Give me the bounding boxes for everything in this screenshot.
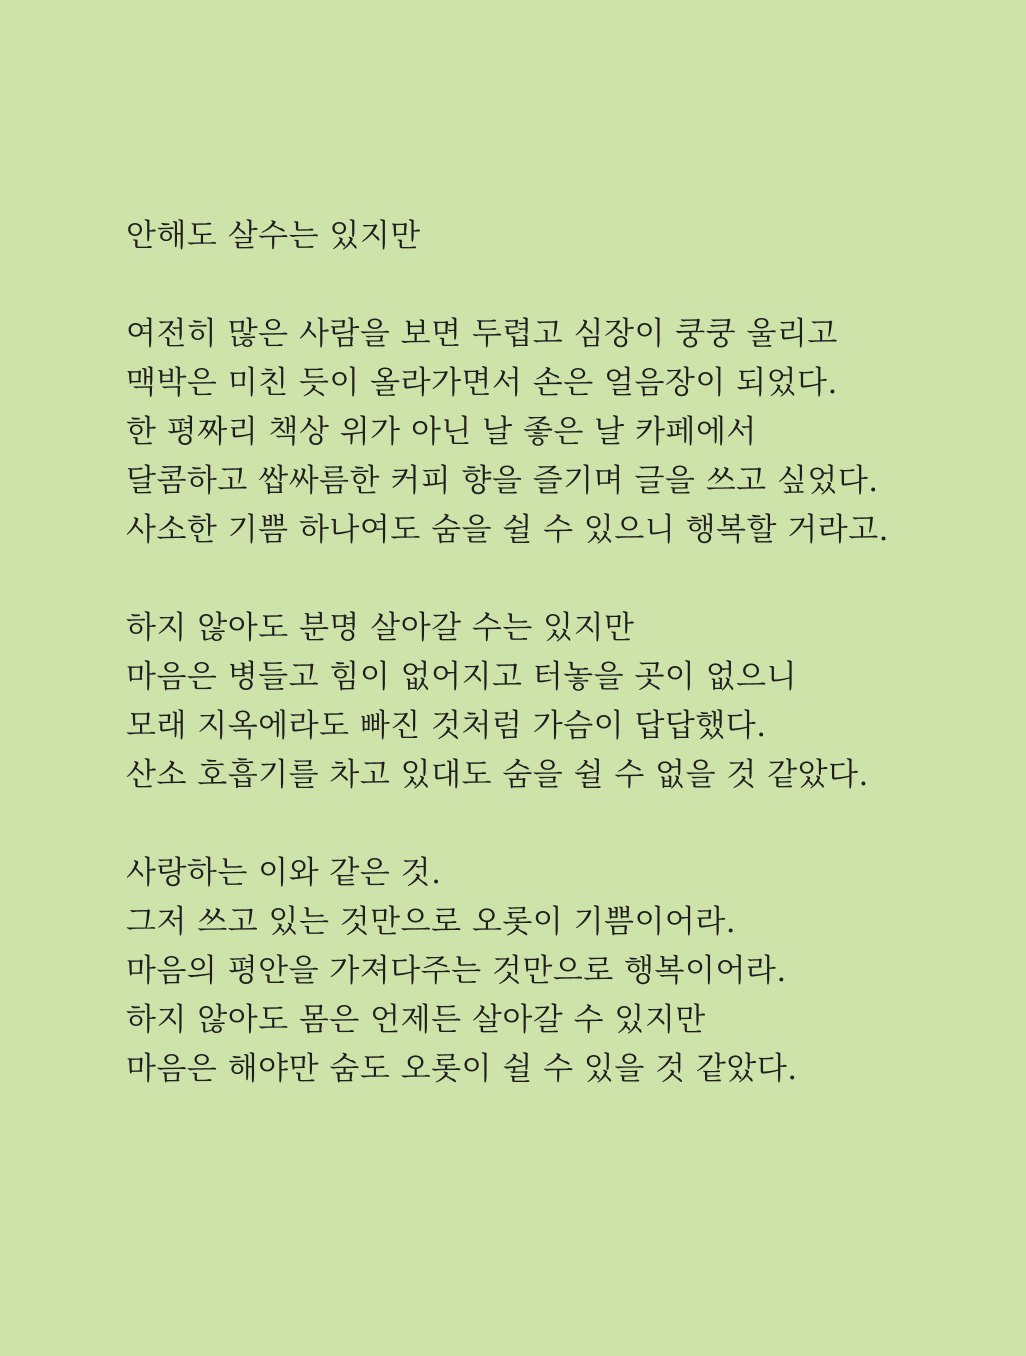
poem-line: 사랑하는 이와 같은 것.	[126, 855, 442, 891]
poem-line: 달콤하고 쌉싸름한 커피 향을 즐기며 글을 쓰고 싶었다.	[126, 463, 879, 499]
poem-body	[126, 212, 986, 1143]
poem-line: 마음은 병들고 힘이 없어지고 터놓을 곳이 없으니	[126, 659, 798, 695]
stanza-1	[126, 310, 986, 555]
stanza-3	[126, 849, 986, 1094]
poem-line: 그저 쓰고 있는 것만으로 오롯이 기쁨이어라.	[126, 904, 737, 940]
stanza-2	[126, 604, 986, 800]
poem-line: 하지 않아도 분명 살아갈 수는 있지만	[126, 610, 635, 646]
poem-line: 사소한 기쁨 하나여도 숨을 쉴 수 있으니 행복할 거라고.	[126, 512, 889, 548]
poem-line: 마음의 평안을 가져다주는 것만으로 행복이어라.	[126, 953, 787, 989]
poem-line: 여전히 많은 사람을 보면 두렵고 심장이 쿵쿵 울리고	[126, 316, 838, 352]
poem-title: 안해도 살수는 있지만	[126, 218, 421, 254]
poem-line: 모래 지옥에라도 빠진 것처럼 가슴이 답답했다.	[126, 708, 767, 744]
poem-line: 하지 않아도 몸은 언제든 살아갈 수 있지만	[126, 1002, 706, 1038]
poem-line: 맥박은 미친 듯이 올라가면서 손은 얼음장이 되었다.	[126, 365, 838, 401]
poem-line: 마음은 해야만 숨도 오롯이 쉴 수 있을 것 같았다.	[126, 1051, 798, 1087]
poem-line: 산소 호흡기를 차고 있대도 숨을 쉴 수 없을 것 같았다.	[126, 757, 869, 793]
poem-line: 한 평짜리 책상 위가 아닌 날 좋은 날 카페에서	[126, 414, 757, 450]
